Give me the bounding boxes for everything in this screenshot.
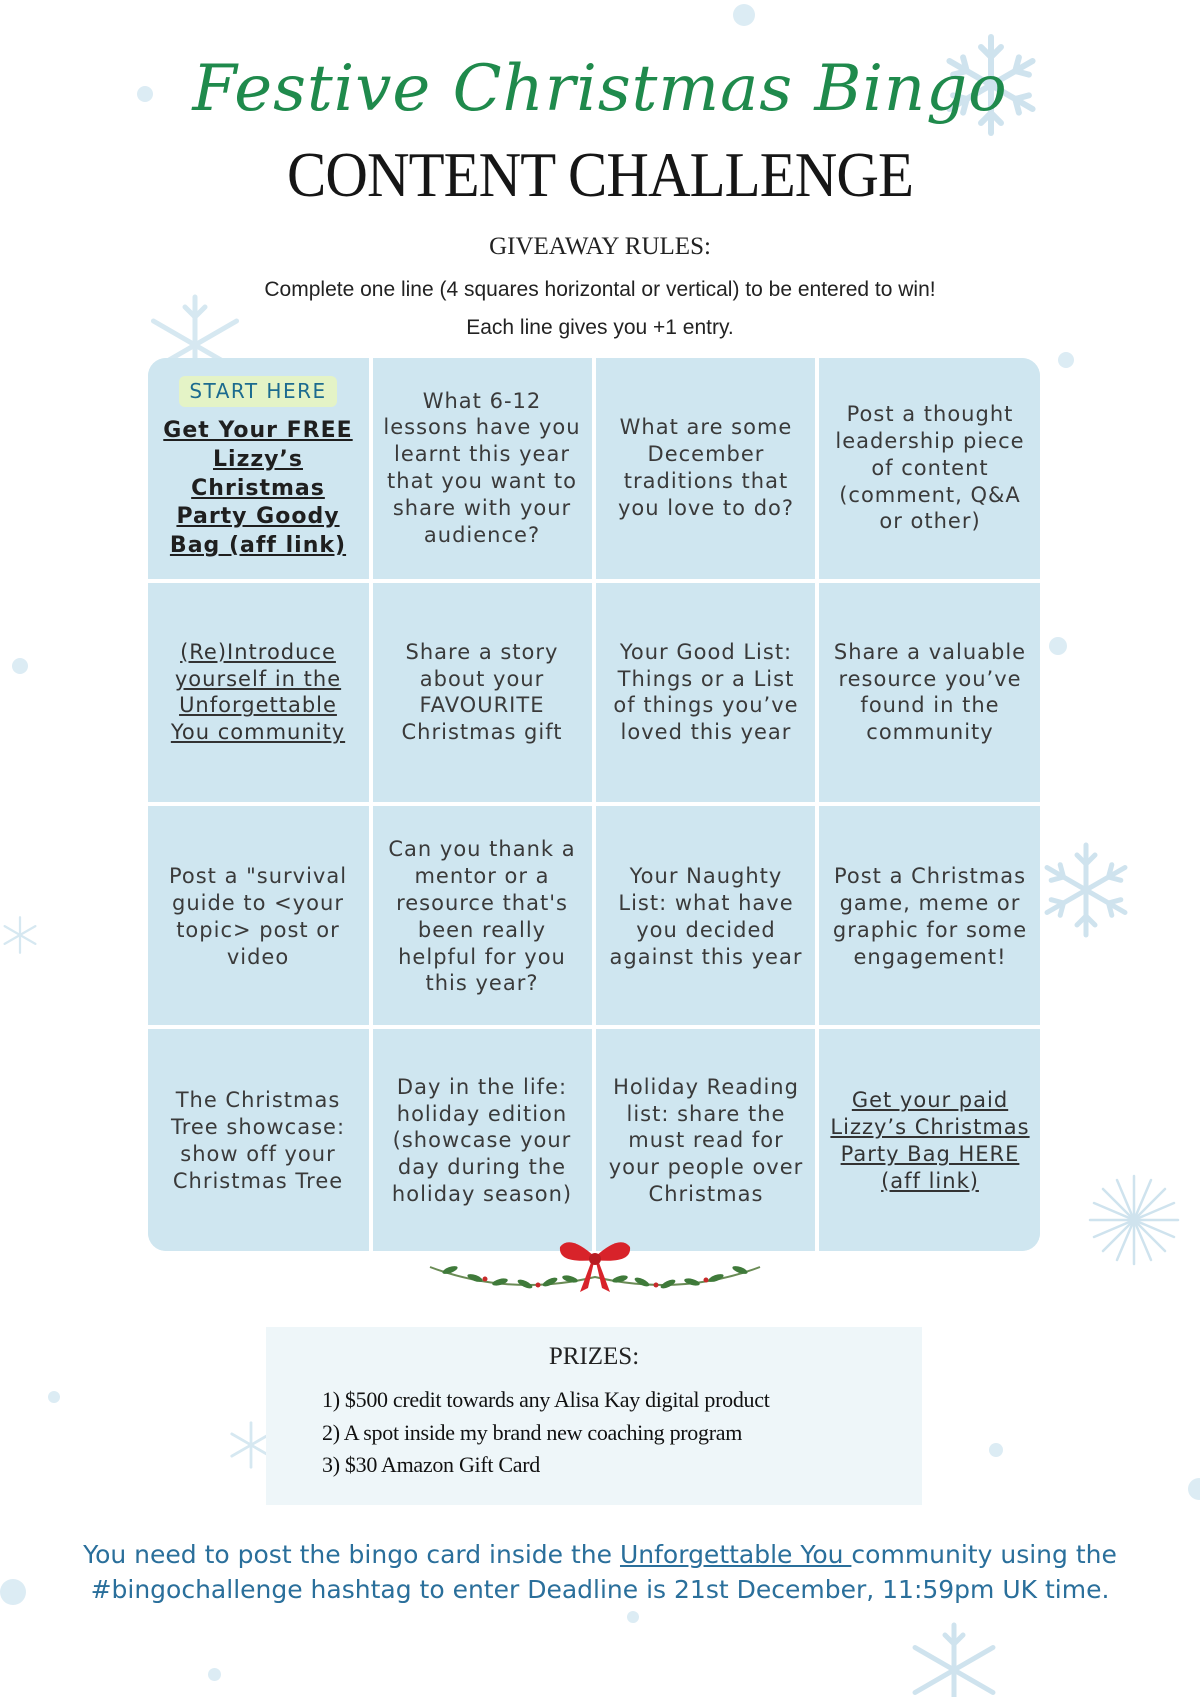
footer-instructions — [40, 1538, 1160, 1607]
bingo-cell: Post a thought leadership piece of content (comment, Q&A or other) — [820, 358, 1040, 578]
prize-item: 3) $30 Amazon Gift Card — [322, 1452, 540, 1477]
garland-bow-icon — [420, 1222, 770, 1302]
prizes-heading: PRIZES: — [548, 1343, 640, 1370]
bingo-cell: Your Good List: Things or a List of things you’ve loved this year — [596, 582, 816, 802]
rules-line-2: Each line gives you +1 entry. — [466, 316, 734, 339]
footer-text-1: You need to post the bingo card inside the — [83, 1540, 620, 1569]
bingo-grid — [148, 358, 1040, 1251]
bingo-cell: Can you thank a mentor or a resource that's been really helpful for you this year? — [372, 807, 592, 1027]
decor-dot — [12, 658, 28, 674]
decor-dot — [989, 1443, 1003, 1457]
snowflake-burst-icon — [1084, 1170, 1184, 1270]
prizes-panel — [266, 1327, 922, 1505]
bingo-cell: The Christmas Tree showcase: show off your Christmas Tree — [148, 1031, 368, 1251]
bingo-cell-start[interactable] — [148, 358, 368, 578]
decor-dot — [0, 1579, 26, 1605]
bingo-cell: Post a "survival guide to <your topic> post or video — [148, 807, 368, 1027]
decor-dot — [1188, 1478, 1200, 1500]
bingo-cell: Share a valuable resource you’ve found in the community — [820, 582, 1040, 802]
bingo-cell-introduce-link[interactable]: (Re)Introduce yourself in the Unforgettable You community — [148, 582, 368, 802]
prize-item: 1) $500 credit towards any Alisa Kay digital product — [322, 1387, 770, 1412]
page-title: CONTENT CHALLENGE — [287, 139, 913, 210]
snowflake-icon — [1036, 840, 1136, 940]
bingo-cell: Post a Christmas game, meme or graphic for some engagement! — [820, 807, 1040, 1027]
bingo-cell: Share a story about your FAVOURITE Christmas gift — [372, 582, 592, 802]
rules-line-1: Complete one line (4 squares horizontal or vertical) to be entered to win! — [264, 278, 936, 301]
script-title: Festive Christmas Bingo — [192, 52, 1008, 126]
unforgettable-you-link[interactable]: Unforgettable You — [619, 1540, 852, 1569]
snowflake-icon — [904, 1620, 1004, 1697]
bingo-cell: What 6-12 lessons have you learnt this year that you want to share with your audience? — [372, 358, 592, 578]
bingo-cell: Day in the life: holiday edition (showcase your day during the holiday season) — [372, 1031, 592, 1251]
rules-heading: GIVEAWAY RULES: — [489, 233, 711, 260]
start-here-badge: START HERE — [179, 376, 336, 408]
snowflake-icon — [0, 890, 40, 980]
bingo-cell: What are some December traditions that you love to do? — [596, 358, 816, 578]
free-goody-bag-link[interactable]: Get Your FREE Lizzy’s Christmas Party Goody Bag (aff link) — [163, 418, 353, 558]
decor-dot — [1058, 352, 1074, 368]
footer-text-2: community using the #bingochallenge hashtag to enter Deadline is 21st December, 11:59pm UK time. — [90, 1540, 1117, 1604]
bingo-cell: Holiday Reading list: share the must read for your people over Christmas — [596, 1031, 816, 1251]
decor-dot — [48, 1391, 60, 1403]
bingo-cell-paid-bag-link[interactable]: Get your paid Lizzy’s Christmas Party Bag HERE (aff link) — [820, 1031, 1040, 1251]
decor-dot — [208, 1668, 221, 1681]
decor-dot — [1049, 637, 1067, 655]
decor-dot — [733, 4, 755, 26]
prize-item: 2) A spot inside my brand new coaching program — [322, 1420, 743, 1445]
bingo-cell: Your Naughty List: what have you decided against this year — [596, 807, 816, 1027]
decor-dot — [627, 1611, 639, 1623]
